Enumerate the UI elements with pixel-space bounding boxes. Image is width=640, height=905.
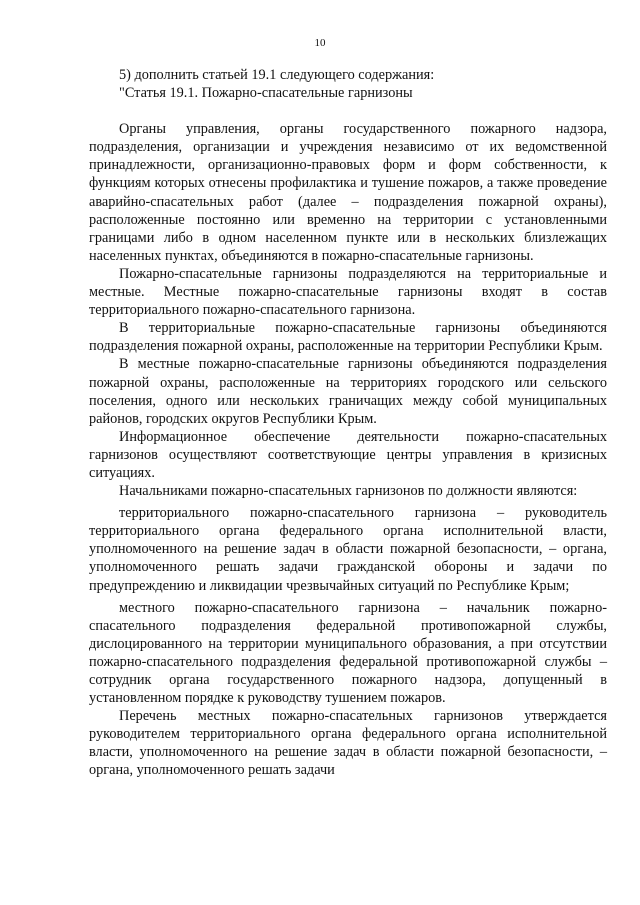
paragraph-garrison-heads: Начальниками пожарно-спасательных гарнизонов по должности являются: bbox=[119, 483, 578, 500]
article-title: "Статья 19.1. Пожарно-спасательные гарнизоны bbox=[119, 85, 413, 102]
paragraph-information-support: Информационное обеспечение деятельности пожарно-спасательных гарнизонов осуществляют соответствующие центры управления в кризисных ситуациях. bbox=[89, 428, 607, 481]
paragraph-local-head: местного пожарно-спасательного гарнизона – начальник пожарно-спасательного подразделения федеральной противопожарной службы, дислоцированного на территории муниципального образования, а при отсутствии пожарно-спасательного подразделения федеральной противопожарной службы – сотрудник органа государственного пожарного надзора, допущенный в установленном порядке к руководству тушением пожаров. bbox=[89, 599, 607, 707]
page-number: 10 bbox=[314, 37, 326, 49]
paragraph-territorial-garrisons: В территориальные пожарно-спасательные гарнизоны объединяются подразделения пожарной охраны, расположенные на территории Республики Крым. bbox=[89, 320, 607, 355]
paragraph-garrison-types: Пожарно-спасательные гарнизоны подразделяются на территориальные и местные. Местные пожарно-спасательные гарнизоны входят в состав территориального пожарно-спасательного гарнизона. bbox=[89, 265, 607, 319]
amendment-line: 5) дополнить статьей 19.1 следующего содержания: bbox=[119, 67, 435, 83]
paragraph-territorial-head: территориального пожарно-спасательного гарнизона – руководитель территориального органа федерального органа исполнительной власти, уполномоченного на решение задач в области пожарной безопасности, – органа, уполномоченного решать задачи гражданской обороны и задачи по предупреждению и ликвидации чрезвычайных ситуаций по Республике Крым; bbox=[89, 505, 607, 594]
document-body bbox=[89, 66, 607, 780]
paragraph-local-garrisons: В местные пожарно-спасательные гарнизоны объединяются подразделения пожарной охраны, расположенные на территориях городского или сельского поселения, одного или нескольких граничащих между собой муниципальных районов, городских округов Республики Крым. bbox=[89, 356, 607, 427]
paragraph-garrison-definition: Органы управления, органы государственного пожарного надзора, подразделения, организации и учреждения независимо от их ведомственной принадлежности, организационно-правовых форм и форм собственности, к функциям которых отнесены профилактика и тушение пожаров, а также проведение аварийно-спасательных работ (далее – подразделения пожарной охраны), расположенные постоянно или временно на территории с установленными границами либо в одном населенном пункте или в нескольких близлежащих населенных пунктах, объединяются в пожарно-спасательные гарнизоны. bbox=[89, 121, 607, 264]
paragraph-garrison-list: Перечень местных пожарно-спасательных гарнизонов утверждается руководителем территориального органа федерального органа исполнительной власти, уполномоченного на решение задач в области пожарной безопасности, – органа, уполномоченного решать задачи bbox=[89, 708, 607, 779]
